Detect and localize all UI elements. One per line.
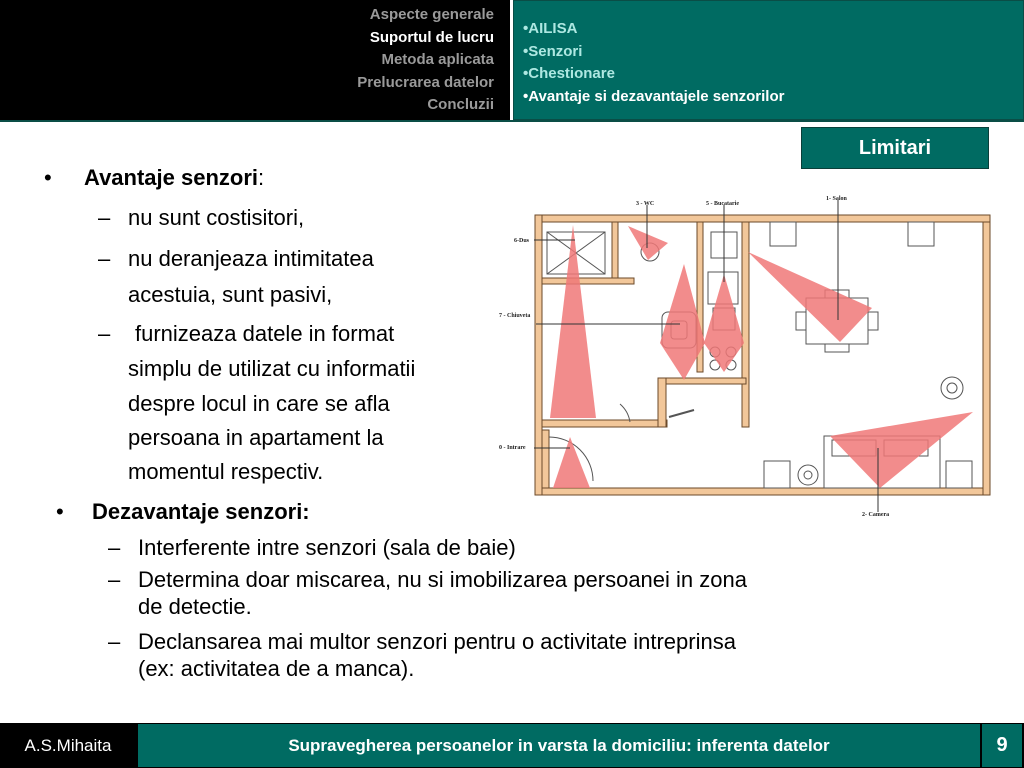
nav-item-aspecte-generale[interactable]: Aspecte generale <box>369 6 494 23</box>
limitari-button[interactable]: Limitari <box>801 127 989 169</box>
advantage-dash-2: – <box>98 246 111 271</box>
disadvantage-item-3-line-1: Declansarea mai multor senzori pentru o activitate intreprinsa <box>138 629 736 654</box>
label-intrare: 0 - Intrare <box>499 445 526 451</box>
ceiling-light <box>941 377 963 399</box>
advantages-bullet: • <box>44 165 52 190</box>
disadvantage-dash-3: – <box>108 629 121 654</box>
footer-author: A.S.Mihaita <box>24 736 112 755</box>
nav-item-suportul-de-lucru[interactable]: Suportul de lucru <box>369 28 494 46</box>
nav-item-prelucrarea-datelor[interactable]: Prelucrarea datelor <box>357 73 494 91</box>
label-camera: 2- Camera <box>862 512 890 518</box>
page-number: 9 <box>982 724 1022 767</box>
sensor-cone-salon <box>748 252 872 342</box>
disadvantages-bullet: • <box>56 499 64 524</box>
subnav-item-chestionare[interactable]: •Chestionare <box>523 65 615 82</box>
apartment-floor-plan <box>496 188 996 528</box>
footer-title: Supravegherea persoanelor in varsta la domiciliu: inferenta datelor <box>138 724 980 767</box>
nav-item-concluzii[interactable]: Concluzii <box>427 96 494 113</box>
advantage-item-3-line-5: momentul respectiv. <box>128 459 324 484</box>
door-arc <box>620 404 630 422</box>
advantage-item-3-line-1: furnizeaza datele in format <box>135 321 395 346</box>
label-wc: 3 - WC <box>636 201 655 207</box>
sensor-cone-camera <box>830 412 973 488</box>
subnav-item-senzori[interactable]: •Senzori <box>523 42 583 60</box>
advantage-item-3-line-3: despre locul in care se afla <box>128 391 390 416</box>
subnav-item-avantaje[interactable]: •Avantaje si dezavantajele senzorilor <box>523 87 785 105</box>
label-salon: 1- Salon <box>826 196 847 202</box>
advantage-item-1-line-1: nu sunt costisitori, <box>128 205 305 230</box>
disadvantage-dash-2: – <box>108 567 121 592</box>
nav-item-metoda-aplicata[interactable]: Metoda aplicata <box>381 51 494 68</box>
disadvantage-item-1-line-1: Interferente intre senzori (sala de baie) <box>138 535 516 560</box>
disadvantage-item-2-line-2: de detectie. <box>138 594 252 619</box>
disadvantages-title: Dezavantaje senzori: <box>92 499 310 524</box>
advantage-item-2-line-2: acestuia, sunt pasivi, <box>128 282 333 307</box>
label-bucatarie: 5 - Bucatarie <box>706 201 739 207</box>
advantages-colon: : <box>258 165 265 190</box>
disadvantage-dash-1: – <box>108 535 121 560</box>
sensor-cone-intrare <box>553 437 590 488</box>
advantage-item-3-line-2: simplu de utilizat cu informatii <box>128 356 416 381</box>
sensor-cone-wc <box>628 226 668 260</box>
advantage-item-2-line-1: nu deranjeaza intimitatea <box>128 246 374 271</box>
advantage-item-3-line-4: persoana in apartament la <box>128 425 384 450</box>
sensor-cone-dus <box>550 225 596 418</box>
advantages-heading <box>84 164 264 192</box>
disadvantage-item-3-line-2: (ex: activitatea de a manca). <box>138 656 415 681</box>
advantage-dash-3: – <box>98 321 111 346</box>
footer <box>0 723 1024 768</box>
subnav-item-ailisa[interactable]: •AILISA <box>523 20 578 37</box>
advantages-title: Avantaje senzori <box>84 165 259 190</box>
label-chiuveta: 7 - Chiuveta <box>499 313 531 319</box>
disadvantage-item-2-line-1: Determina doar miscarea, nu si imobilizarea persoanei in zona <box>138 567 747 592</box>
advantage-dash-1: – <box>98 205 111 230</box>
label-dus: 6-Dus <box>514 238 530 244</box>
